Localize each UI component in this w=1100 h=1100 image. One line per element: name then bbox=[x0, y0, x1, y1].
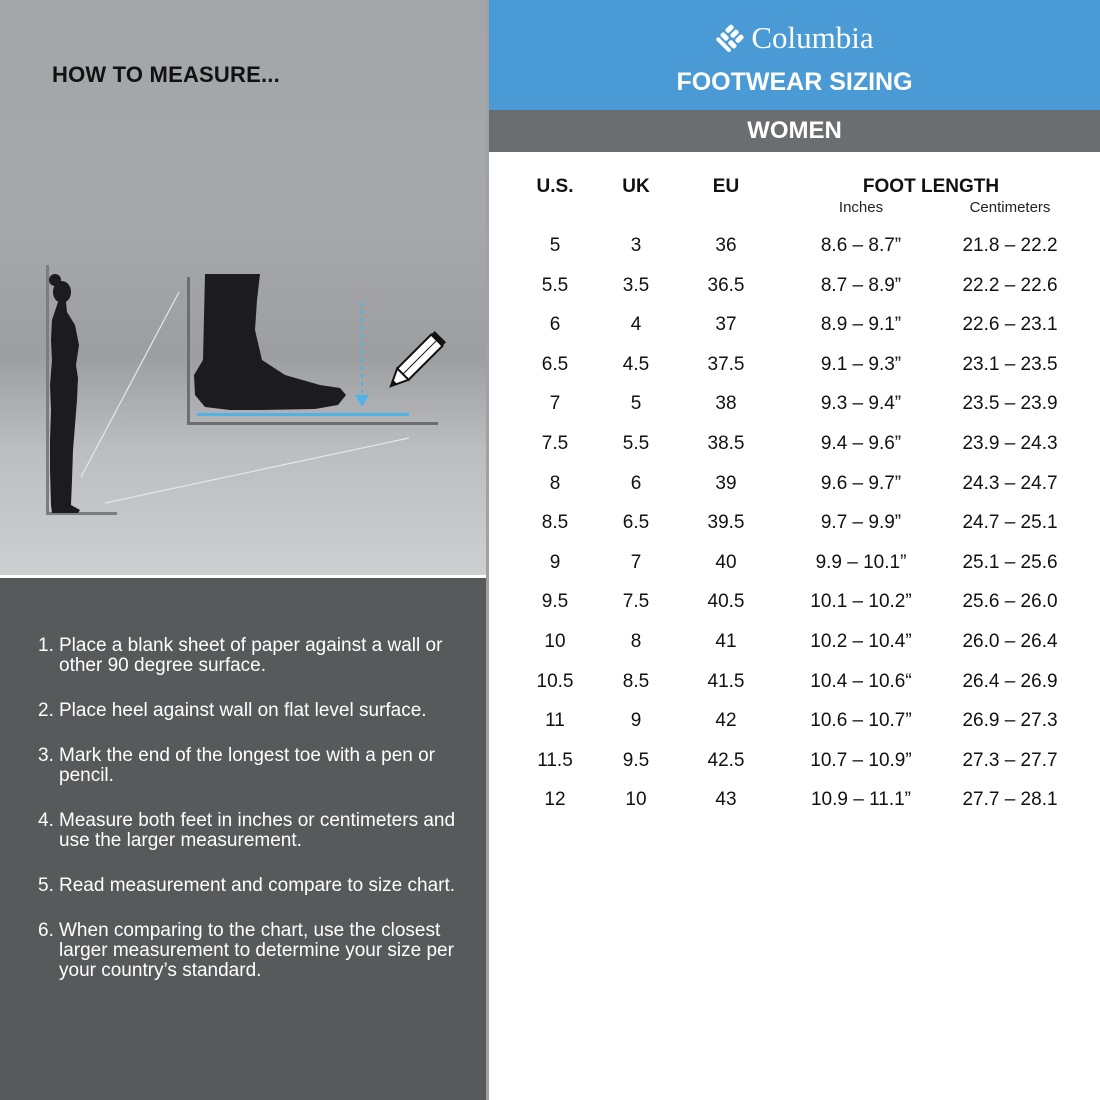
cell-eu: 41.5 bbox=[707, 670, 745, 692]
cell-us: 7.5 bbox=[541, 432, 569, 454]
step-number: 6. bbox=[38, 920, 54, 941]
cell-uk: 9 bbox=[630, 710, 642, 732]
cell-uk: 7 bbox=[630, 551, 642, 573]
cell-inches: 9.6 – 9.7” bbox=[820, 472, 902, 494]
cell-uk: 6 bbox=[630, 472, 642, 494]
cell-uk: 3 bbox=[630, 235, 642, 256]
woman-silhouette-icon bbox=[49, 274, 80, 513]
instruction-step bbox=[38, 636, 468, 676]
cell-eu: 40.5 bbox=[707, 591, 745, 613]
cell-uk: 4 bbox=[630, 314, 642, 336]
cell-uk: 7.5 bbox=[622, 591, 650, 613]
cell-us: 7 bbox=[549, 393, 561, 415]
table-row bbox=[489, 507, 1100, 547]
table-row bbox=[489, 586, 1100, 626]
step-text: Place a blank sheet of paper against a wall or other 90 degree surface. bbox=[59, 635, 443, 676]
cell-eu: 38 bbox=[715, 393, 737, 415]
cell-cm: 26.0 – 26.4 bbox=[962, 630, 1058, 652]
table-row bbox=[489, 468, 1100, 508]
cell-cm: 22.6 – 23.1 bbox=[962, 314, 1058, 336]
cell-uk: 4.5 bbox=[622, 353, 650, 375]
table-row bbox=[489, 388, 1100, 428]
cell-inches: 8.6 – 8.7” bbox=[820, 235, 902, 256]
step-number: 4. bbox=[38, 810, 54, 831]
cell-eu: 42 bbox=[715, 710, 737, 732]
instruction-step bbox=[38, 701, 468, 721]
how-to-measure-panel bbox=[0, 0, 486, 1100]
column-header-foot-length: FOOT LENGTH bbox=[862, 176, 1000, 197]
cell-cm: 24.7 – 25.1 bbox=[962, 512, 1058, 534]
size-table bbox=[489, 230, 1100, 824]
cell-inches: 9.7 – 9.9” bbox=[820, 512, 902, 534]
step-number: 2. bbox=[38, 700, 54, 721]
cell-cm: 24.3 – 24.7 bbox=[962, 472, 1058, 494]
table-row bbox=[489, 428, 1100, 468]
step-text: When comparing to the chart, use the closest larger measurement to determine your size per your country’s standard. bbox=[59, 920, 454, 981]
cell-uk: 8.5 bbox=[622, 670, 650, 692]
table-row bbox=[489, 705, 1100, 745]
cell-inches: 10.6 – 10.7” bbox=[810, 710, 912, 732]
cell-cm: 22.2 – 22.6 bbox=[962, 274, 1058, 296]
cell-cm: 26.9 – 27.3 bbox=[962, 710, 1058, 732]
cell-inches: 9.4 – 9.6” bbox=[820, 432, 902, 454]
column-header-us: U.S. bbox=[536, 176, 574, 197]
table-row bbox=[489, 349, 1100, 389]
cell-us: 6 bbox=[549, 314, 561, 336]
cell-inches: 10.4 – 10.6“ bbox=[810, 670, 912, 692]
cell-us: 11 bbox=[545, 710, 565, 732]
step-text: Place heel against wall on flat level surface. bbox=[59, 700, 427, 721]
cell-eu: 39 bbox=[715, 472, 737, 494]
step-number: 1. bbox=[38, 635, 54, 656]
cell-inches: 9.9 – 10.1” bbox=[815, 551, 907, 573]
cell-inches: 9.3 – 9.4” bbox=[820, 393, 902, 415]
instruction-step bbox=[38, 811, 468, 851]
cell-inches: 8.9 – 9.1” bbox=[820, 314, 902, 336]
cell-eu: 37.5 bbox=[707, 353, 745, 375]
instruction-step bbox=[38, 876, 468, 896]
cell-uk: 5.5 bbox=[622, 432, 650, 454]
cell-eu: 37 bbox=[715, 314, 737, 336]
zoom-line bbox=[81, 292, 179, 477]
zoom-line bbox=[105, 438, 409, 503]
table-row bbox=[489, 230, 1100, 270]
cell-inches: 10.9 – 11.1” bbox=[810, 789, 912, 811]
cell-us: 5 bbox=[549, 235, 561, 256]
cell-inches: 8.7 – 8.9” bbox=[820, 274, 902, 296]
cell-us: 9.5 bbox=[541, 591, 569, 613]
cell-uk: 6.5 bbox=[622, 512, 650, 534]
step-text: Measure both feet in inches or centimeters and use the larger measurement. bbox=[59, 810, 456, 851]
section-title: WOMEN bbox=[747, 117, 842, 144]
cell-inches: 9.1 – 9.3” bbox=[820, 353, 902, 375]
cell-cm: 23.9 – 24.3 bbox=[962, 432, 1058, 454]
cell-us: 10.5 bbox=[536, 670, 574, 692]
cell-uk: 10 bbox=[625, 789, 647, 811]
cell-eu: 38.5 bbox=[707, 432, 745, 454]
cell-inches: 10.7 – 10.9” bbox=[810, 749, 912, 771]
cell-eu: 36.5 bbox=[707, 274, 745, 296]
arrow-down-icon bbox=[355, 302, 369, 407]
instructions-list bbox=[38, 636, 468, 1006]
cell-cm: 27.7 – 28.1 bbox=[962, 789, 1058, 811]
step-number: 5. bbox=[38, 875, 54, 896]
instruction-step bbox=[38, 746, 468, 786]
foot-silhouette-icon bbox=[194, 274, 346, 410]
cell-us: 8 bbox=[549, 472, 561, 494]
cell-cm: 26.4 – 26.9 bbox=[962, 670, 1058, 692]
instruction-step bbox=[38, 921, 468, 981]
cell-us: 10 bbox=[544, 630, 566, 652]
cell-eu: 41 bbox=[715, 630, 737, 652]
cell-uk: 9.5 bbox=[622, 749, 650, 771]
cell-us: 8.5 bbox=[541, 512, 569, 534]
cell-cm: 25.1 – 25.6 bbox=[962, 551, 1058, 573]
column-header-eu: EU bbox=[712, 176, 740, 197]
page-title: FOOTWEAR SIZING bbox=[676, 68, 913, 96]
cell-us: 12 bbox=[544, 789, 566, 811]
cell-eu: 43 bbox=[715, 789, 737, 811]
table-row bbox=[489, 626, 1100, 666]
table-row bbox=[489, 547, 1100, 587]
cell-cm: 23.5 – 23.9 bbox=[962, 393, 1058, 415]
cell-us: 5.5 bbox=[541, 274, 569, 296]
cell-cm: 21.8 – 22.2 bbox=[962, 235, 1058, 256]
table-row bbox=[489, 745, 1100, 785]
cell-eu: 36 bbox=[715, 235, 737, 256]
cell-uk: 8 bbox=[630, 630, 642, 652]
cell-uk: 5 bbox=[630, 393, 642, 415]
sizing-chart-panel bbox=[489, 0, 1100, 1100]
table-row bbox=[489, 270, 1100, 310]
cell-inches: 10.1 – 10.2” bbox=[810, 591, 912, 613]
cell-eu: 42.5 bbox=[707, 749, 745, 771]
cell-cm: 25.6 – 26.0 bbox=[962, 591, 1058, 613]
cell-cm: 27.3 – 27.7 bbox=[962, 749, 1058, 771]
cell-eu: 39.5 bbox=[707, 512, 745, 534]
column-header-uk: UK bbox=[622, 176, 650, 197]
cell-inches: 10.2 – 10.4” bbox=[810, 630, 912, 652]
table-row bbox=[489, 784, 1100, 824]
column-header-inches: Inches bbox=[838, 199, 884, 216]
cell-cm: 23.1 – 23.5 bbox=[962, 353, 1058, 375]
cell-eu: 40 bbox=[715, 551, 737, 573]
cell-us: 9 bbox=[549, 551, 561, 573]
columbia-diamond-icon bbox=[715, 22, 747, 54]
brand-logo bbox=[489, 20, 1100, 56]
measurement-line bbox=[197, 413, 409, 416]
measure-illustration bbox=[0, 240, 486, 540]
table-row bbox=[489, 666, 1100, 706]
column-header-centimeters: Centimeters bbox=[969, 199, 1051, 216]
step-text: Read measurement and compare to size chart. bbox=[59, 875, 456, 896]
cell-us: 6.5 bbox=[541, 353, 569, 375]
table-row bbox=[489, 309, 1100, 349]
cell-uk: 3.5 bbox=[622, 274, 650, 296]
step-text: Mark the end of the longest toe with a pen or pencil. bbox=[59, 745, 436, 786]
brand-name: Columbia bbox=[751, 20, 874, 55]
how-to-measure-title: HOW TO MEASURE... bbox=[52, 62, 280, 87]
cell-us: 11.5 bbox=[537, 749, 573, 771]
pencil-icon bbox=[385, 331, 446, 392]
step-number: 3. bbox=[38, 745, 54, 766]
